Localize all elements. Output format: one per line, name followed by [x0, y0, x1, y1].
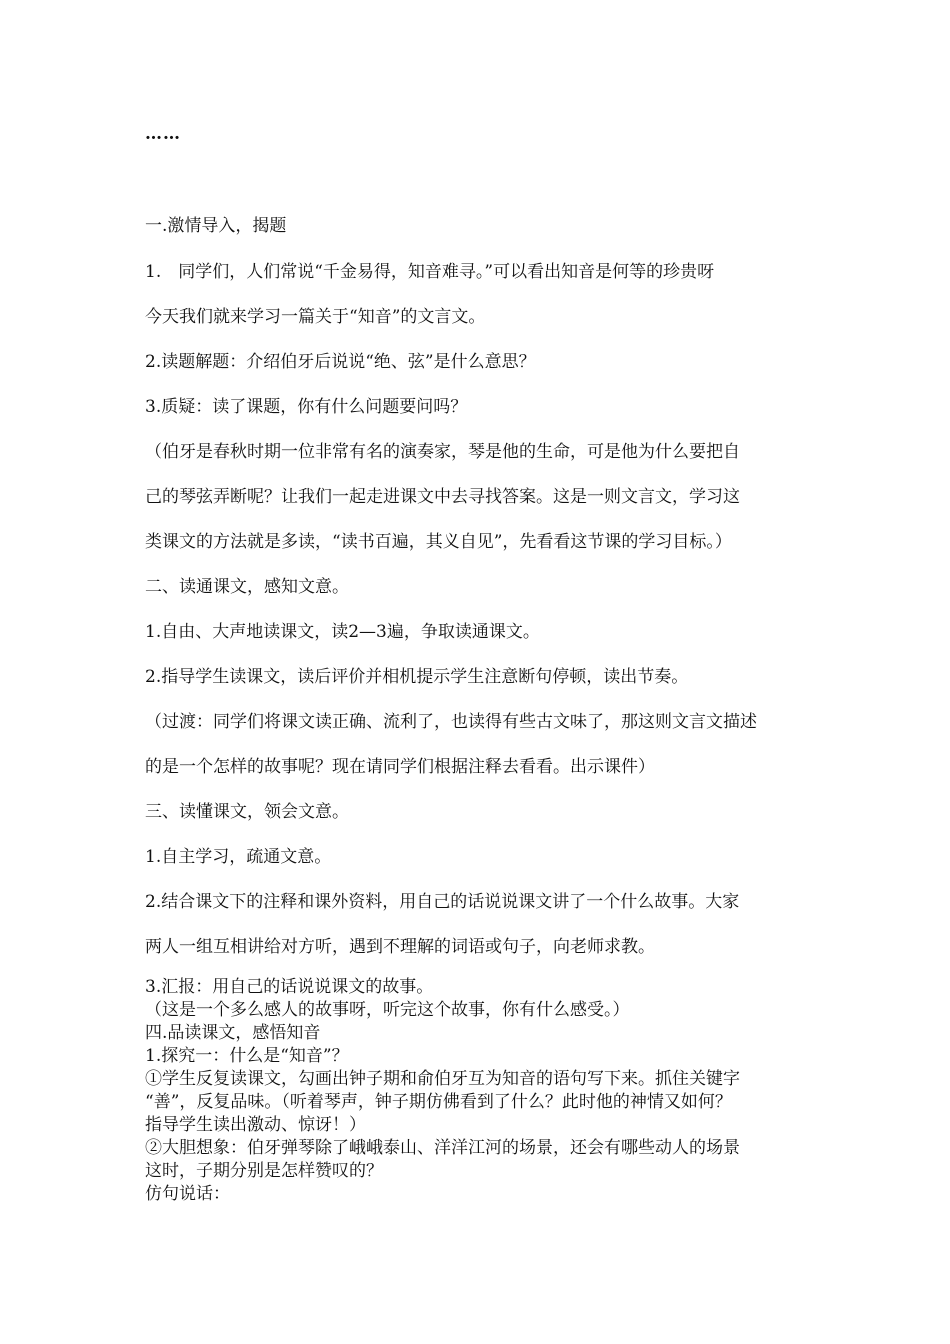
paragraph-line: ②大胆想象：伯牙弹琴除了峨峨泰山、洋洋江河的场景，还会有哪些动人的场景: [145, 1138, 740, 1158]
paragraph-line: 3.汇报：用自己的话说说课文的故事。: [145, 977, 434, 997]
paragraph-line: （伯牙是春秋时期一位非常有名的演奏家，琴是他的生命，可是他为什么要把自: [145, 442, 740, 462]
paragraph-line: 2.指导学生读课文，读后评价并相机提示学生注意断句停顿，读出节奏。: [145, 667, 689, 687]
paragraph-line: 己的琴弦弄断呢？让我们一起走进课文中去寻找答案。这是一则文言文，学习这: [145, 487, 740, 507]
section-heading-3: 三、读懂课文，领会文意。: [145, 802, 349, 822]
section-heading-4: 四.品读课文，感悟知音: [145, 1023, 321, 1043]
paragraph-line: 1.探究一：什么是“知音”？: [145, 1046, 349, 1066]
paragraph-line: 2.读题解题：介绍伯牙后说说“绝、弦”是什么意思？: [145, 352, 536, 372]
paragraph-line: （这是一个多么感人的故事呀，听完这个故事，你有什么感受。）: [145, 1000, 630, 1020]
section-heading-2: 二、读通课文，感知文意。: [145, 577, 349, 597]
paragraph-line: 的是一个怎样的故事呢？现在请同学们根据注释去看看。出示课件）: [145, 757, 655, 777]
paragraph-line: 3.质疑：读了课题，你有什么问题要问吗？: [145, 397, 468, 417]
paragraph-line: 两人一组互相讲给对方听，遇到不理解的词语或句子，向老师求教。: [145, 937, 655, 957]
paragraph-line: 今天我们就来学习一篇关于“知音”的文言文。: [145, 307, 486, 327]
paragraph-line: 2.结合课文下的注释和课外资料，用自己的话说说课文讲了一个什么故事。大家: [145, 892, 740, 912]
paragraph-line: ①学生反复读课文，勾画出钟子期和俞伯牙互为知音的语句写下来。抓住关键字: [145, 1069, 740, 1089]
paragraph-line: 指导学生读出激动、惊讶！）: [145, 1115, 366, 1135]
paragraph-line: “善”，反复品味。（听着琴声，钟子期仿佛看到了什么？此时他的神情又如何？: [145, 1092, 732, 1112]
paragraph-line: （过渡：同学们将课文读正确、流利了，也读得有些古文味了，那这则文言文描述: [145, 712, 757, 732]
paragraph-line: 仿句说话：: [145, 1184, 230, 1204]
ellipsis-marker: ……: [145, 124, 181, 144]
paragraph-line: 类课文的方法就是多读，“读书百遍，其义自见”，先看看这节课的学习目标。）: [145, 532, 732, 552]
paragraph-line: 1. 同学们，人们常说“千金易得，知音难寻。”可以看出知音是何等的珍贵呀: [145, 262, 715, 282]
section-heading-1: 一.激情导入，揭题: [145, 216, 287, 236]
paragraph-line: 1.自由、大声地读课文，读2—3遍，争取读通课文。: [145, 622, 540, 642]
paragraph-line: 1.自主学习，疏通文意。: [145, 847, 332, 867]
paragraph-line: 这时，子期分别是怎样赞叹的？: [145, 1161, 383, 1181]
